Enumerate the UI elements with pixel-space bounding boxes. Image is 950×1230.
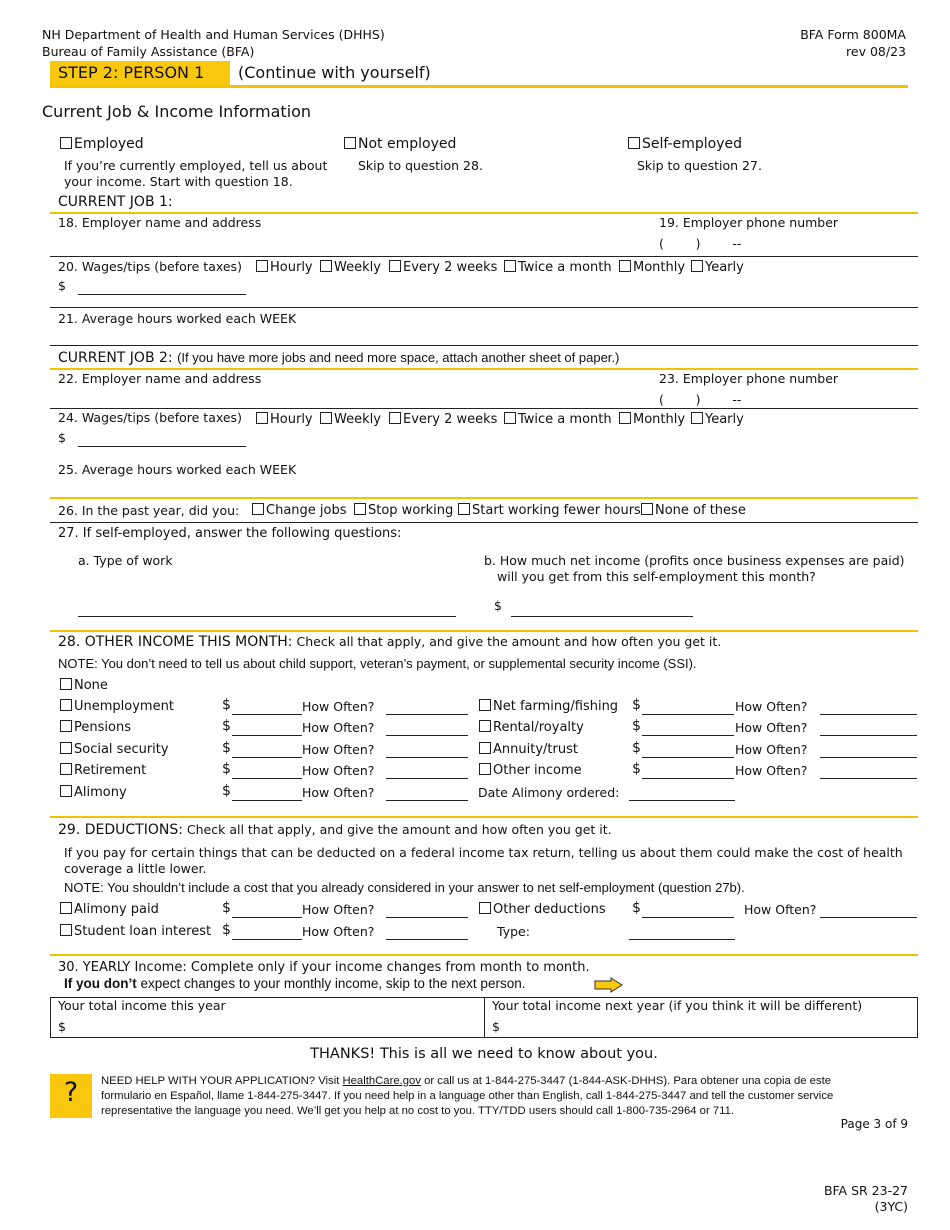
form-revision: rev 08/23 <box>846 44 906 59</box>
q29-student-loan-amount[interactable] <box>232 939 302 940</box>
q27a-type-field[interactable] <box>78 616 456 617</box>
q18-label: 18. Employer name and address <box>58 215 262 230</box>
page-number: Page 3 of 9 <box>840 1117 908 1131</box>
q29-student-loan-often[interactable] <box>386 939 468 940</box>
rule <box>50 954 918 956</box>
dollar: $ <box>222 697 231 713</box>
not-employed-note: Skip to question 28. <box>358 158 483 173</box>
q28-social-security-checkbox[interactable]: Social security <box>60 742 169 757</box>
q29-rest: Check all that apply, and give the amount and how often you get it. <box>186 822 612 837</box>
q29-heading <box>58 822 612 838</box>
q28-rental-often[interactable] <box>820 735 917 736</box>
q28-alimony-often[interactable] <box>386 800 468 801</box>
employed-note-1: If you’re currently employed, tell us about <box>64 158 328 173</box>
q20-amount-field[interactable] <box>78 294 246 295</box>
help-line-1b: or call us at 1-844-275-3447 (1-844-ASK-DHHS). Para obtener una copia de este <box>424 1075 832 1087</box>
alimony-date-field[interactable] <box>629 800 735 801</box>
q28-pensions-often[interactable] <box>386 735 468 736</box>
q28-unemployment-often[interactable] <box>386 714 468 715</box>
q22-label: 22. Employer name and address <box>58 371 262 386</box>
q29-lead: 29. DEDUCTIONS: <box>58 822 183 838</box>
q28-net-farming-often[interactable] <box>820 714 917 715</box>
this-year-label: Your total income this year <box>58 998 226 1013</box>
rule <box>50 368 918 370</box>
q28-lead: 28. OTHER INCOME THIS MONTH: <box>58 634 293 650</box>
healthcare-gov-link[interactable]: HealthCare.gov <box>342 1075 421 1087</box>
q29-alimony-often[interactable] <box>386 917 468 918</box>
how-often-label: How Often? <box>735 763 808 778</box>
form-number: BFA Form 800MA <box>800 27 906 42</box>
dollar: $ <box>222 783 231 799</box>
section-title: Current Job & Income Information <box>42 102 312 121</box>
q26-label: 26. In the past year, did you: <box>58 503 240 518</box>
dollar: $ <box>222 761 231 777</box>
dollar: $ <box>222 740 231 756</box>
q28-unemployment-amount[interactable] <box>232 714 302 715</box>
dollar: $ <box>632 740 641 756</box>
q28-social-security-amount[interactable] <box>232 757 302 758</box>
q29-note: NOTE: You shouldn’t include a cost that you already considered in your answer to net self-employment (question 27b). <box>64 880 745 895</box>
q29-para-1: If you pay for certain things that can be deducted on a federal income tax return, telling us about them could make the cost of health <box>64 845 903 860</box>
step-rule <box>50 85 908 88</box>
rule <box>50 408 918 409</box>
footer-code: BFA SR 23-27 <box>823 1183 908 1198</box>
q28-social-security-often[interactable] <box>386 757 468 758</box>
dollar: $ <box>632 697 641 713</box>
job2-heading <box>58 350 619 366</box>
q28-annuity-often[interactable] <box>820 757 917 758</box>
q24-hourly-checkbox[interactable]: Hourly <box>256 412 313 427</box>
dollar: $ <box>222 900 231 916</box>
q24-weekly-checkbox[interactable]: Weekly <box>320 412 381 427</box>
how-often-label: How Often? <box>302 763 375 778</box>
q20-every2weeks-checkbox[interactable]: Every 2 weeks <box>389 260 497 275</box>
q28-net-farming-amount[interactable] <box>642 714 734 715</box>
how-often-label: How Often? <box>744 902 817 917</box>
q28-retirement-amount[interactable] <box>232 778 302 779</box>
how-often-label: How Often? <box>302 720 375 735</box>
q28-rental-checkbox[interactable]: Rental/royalty <box>479 720 584 735</box>
next-year-label: Your total income next year (if you think it will be different) <box>492 998 863 1013</box>
how-often-label: How Often? <box>735 699 808 714</box>
q28-unemployment-checkbox[interactable]: Unemployment <box>60 699 174 714</box>
q28-rental-amount[interactable] <box>642 735 734 736</box>
job2-heading-note: (If you have more jobs and need more space, attach another sheet of paper.) <box>177 350 620 365</box>
q28-heading <box>58 634 721 650</box>
q27a-label: a. Type of work <box>78 553 173 568</box>
q26-none-checkbox[interactable]: None of these <box>641 503 746 518</box>
self-employed-note: Skip to question 27. <box>637 158 762 173</box>
how-often-label: How Often? <box>735 720 808 735</box>
q24-yearly-checkbox[interactable]: Yearly <box>691 412 744 427</box>
rule <box>50 522 918 523</box>
q28-rest: Check all that apply, and give the amount and how often you get it. <box>296 634 722 649</box>
q29-other-often[interactable] <box>820 917 917 918</box>
employed-note-2: your income. Start with question 18. <box>64 174 293 189</box>
q27b-label-2: will you get from this self-employment this month? <box>497 569 816 584</box>
q26-stop-working-checkbox[interactable]: Stop working <box>354 503 453 518</box>
job1-heading: CURRENT JOB 1: <box>58 194 173 210</box>
q20-hourly-checkbox[interactable]: Hourly <box>256 260 313 275</box>
q24-amount-field[interactable] <box>78 446 246 447</box>
q28-other-income-checkbox[interactable]: Other income <box>479 763 582 778</box>
how-often-label: How Often? <box>302 924 375 939</box>
q20-yearly-checkbox[interactable]: Yearly <box>691 260 744 275</box>
q29-alimony-amount[interactable] <box>232 917 302 918</box>
dollar: $ <box>222 718 231 734</box>
dept-name: NH Department of Health and Human Services (DHHS) <box>42 27 385 42</box>
q24-twicemonth-checkbox[interactable]: Twice a month <box>504 412 612 427</box>
how-often-label: How Often? <box>302 902 375 917</box>
q28-annuity-amount[interactable] <box>642 757 734 758</box>
q20-label: 20. Wages/tips (before taxes) <box>58 259 242 274</box>
step-title: STEP 2: PERSON 1 <box>58 63 205 82</box>
q28-alimony-amount[interactable] <box>232 800 302 801</box>
q28-alimony-checkbox[interactable]: Alimony <box>60 785 127 800</box>
rule <box>50 307 918 308</box>
rule <box>50 816 918 818</box>
q28-annuity-checkbox[interactable]: Annuity/trust <box>479 742 578 757</box>
q20-dollar: $ <box>58 278 66 293</box>
q24-monthly-checkbox[interactable]: Monthly <box>619 412 685 427</box>
q27b-dollar: $ <box>494 598 502 613</box>
q26-change-jobs-checkbox[interactable]: Change jobs <box>252 503 347 518</box>
dollar: $ <box>632 718 641 734</box>
arrow-right-icon <box>594 977 624 993</box>
how-often-label: How Often? <box>735 742 808 757</box>
help-question-icon: ? <box>63 1077 79 1108</box>
q20-monthly-checkbox[interactable]: Monthly <box>619 260 685 275</box>
q19-phone-field[interactable]: ( ) -- <box>659 236 742 251</box>
q24-dollar: $ <box>58 430 66 445</box>
q28-pensions-checkbox[interactable]: Pensions <box>60 720 131 735</box>
q25-label: 25. Average hours worked each WEEK <box>58 462 297 477</box>
job1-rule <box>50 212 918 214</box>
q24-label: 24. Wages/tips (before taxes) <box>58 410 242 425</box>
rule <box>50 497 918 499</box>
q29-other-amount[interactable] <box>642 917 734 918</box>
help-line-1a: NEED HELP WITH YOUR APPLICATION? Visit <box>101 1075 340 1087</box>
how-often-label: How Often? <box>302 699 375 714</box>
how-often-label: How Often? <box>302 785 375 800</box>
q19-label: 19. Employer phone number <box>659 215 839 230</box>
help-text <box>101 1074 833 1119</box>
q20-weekly-checkbox[interactable]: Weekly <box>320 260 381 275</box>
q27b-income-field[interactable] <box>511 616 693 617</box>
q23-phone-field[interactable]: ( ) -- <box>659 392 742 407</box>
rule <box>50 256 918 257</box>
thanks-message: THANKS! This is all we need to know about you. <box>310 1046 658 1062</box>
q28-none-checkbox[interactable]: None <box>60 678 108 693</box>
q24-every2weeks-checkbox[interactable]: Every 2 weeks <box>389 412 497 427</box>
q29-para-2: coverage a little lower. <box>64 861 207 876</box>
q29-student-loan-checkbox[interactable]: Student loan interest <box>60 924 211 939</box>
q28-retirement-often[interactable] <box>386 778 468 779</box>
q28-pensions-amount[interactable] <box>232 735 302 736</box>
q30-skip <box>64 976 525 991</box>
q30-label: 30. YEARLY Income: Complete only if your income changes from month to month. <box>58 960 590 975</box>
q29-type-field[interactable] <box>629 939 735 940</box>
dollar: $ <box>632 761 641 777</box>
help-line-3: representative the language you need. We’ll get you help at no cost to you. TTY/TDD users should call 1-800-735-2964 or 711. <box>101 1105 735 1117</box>
dollar: $ <box>632 900 641 916</box>
q20-twicemonth-checkbox[interactable]: Twice a month <box>504 260 612 275</box>
q29-other-deductions-checkbox[interactable]: Other deductions <box>479 902 606 917</box>
self-employed-checkbox[interactable]: Self-employed <box>628 136 742 152</box>
this-year-dollar[interactable]: $ <box>58 1019 66 1034</box>
q29-type-label: Type: <box>497 924 530 939</box>
q29-alimony-paid-checkbox[interactable]: Alimony paid <box>60 902 159 917</box>
q27b-label-1: b. How much net income (profits once business expenses are paid) <box>484 553 905 568</box>
footer-sub: (3YC) <box>874 1199 908 1214</box>
step-subtitle: (Continue with yourself) <box>238 63 431 82</box>
q28-note: NOTE: You don’t need to tell us about child support, veteran’s payment, or supplemental security income (SSI). <box>58 656 697 671</box>
rule <box>50 630 918 632</box>
alimony-date-label: Date Alimony ordered: <box>478 785 620 800</box>
q28-other-income-amount[interactable] <box>642 778 734 779</box>
q21-label: 21. Average hours worked each WEEK <box>58 311 297 326</box>
bureau-name: Bureau of Family Assistance (BFA) <box>42 44 255 59</box>
vline <box>484 997 485 1038</box>
q27-label: 27. If self-employed, answer the following questions: <box>58 526 402 541</box>
job2-heading: CURRENT JOB 2: <box>58 350 173 366</box>
q30-skip-bold: If you don’t <box>64 976 137 991</box>
q28-other-income-often[interactable] <box>820 778 917 779</box>
q28-net-farming-checkbox[interactable]: Net farming/fishing <box>479 699 618 714</box>
employed-checkbox[interactable]: Employed <box>60 136 144 152</box>
help-line-2: formulario en Español, llame 1-844-275-3447. If you need help in a language other than English, call 1-844-275-3447 and tell the customer service <box>101 1090 834 1102</box>
q23-label: 23. Employer phone number <box>659 371 839 386</box>
how-often-label: How Often? <box>302 742 375 757</box>
q30-skip-rest: expect changes to your monthly income, skip to the next person. <box>140 976 526 991</box>
dollar: $ <box>222 922 231 938</box>
next-year-dollar[interactable]: $ <box>492 1019 500 1034</box>
rule <box>50 345 918 346</box>
q26-fewer-hours-checkbox[interactable]: Start working fewer hours <box>458 503 641 518</box>
not-employed-checkbox[interactable]: Not employed <box>344 136 456 152</box>
q28-retirement-checkbox[interactable]: Retirement <box>60 763 146 778</box>
